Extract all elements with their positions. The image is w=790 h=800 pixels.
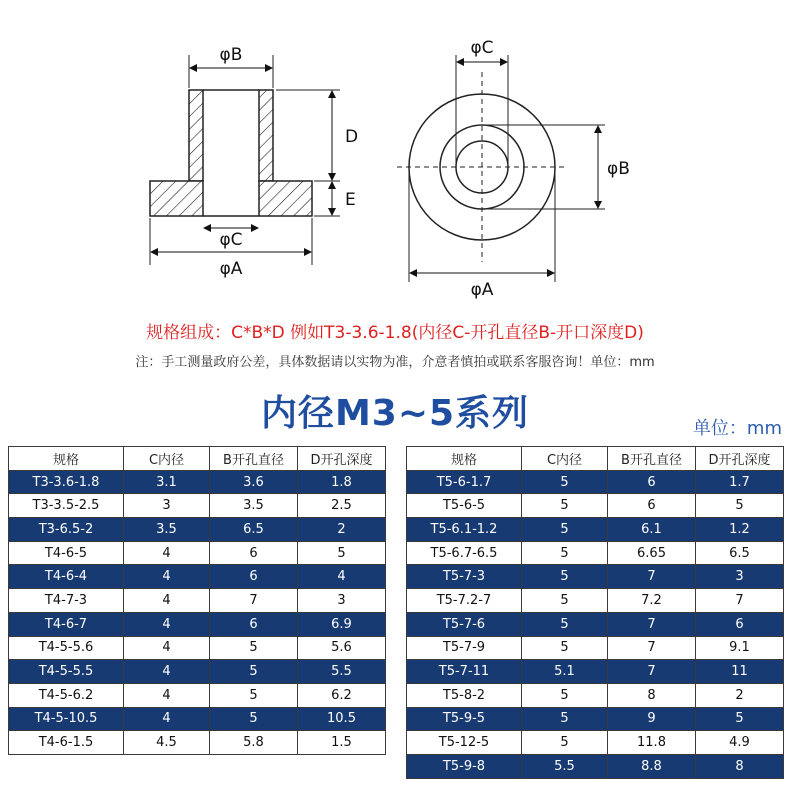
cell-spec: T5-6-5 xyxy=(407,494,522,518)
cell-inner-diameter: 5.5 xyxy=(522,754,608,778)
cell-inner-diameter: 5 xyxy=(522,707,608,731)
table-row xyxy=(407,636,784,660)
header-spec: 规格 xyxy=(9,447,124,471)
cell-hole-diameter: 7 xyxy=(608,565,696,589)
cell-inner-diameter: 5 xyxy=(522,589,608,613)
top-dim-label-c: φC xyxy=(470,38,494,58)
dim-label-b: φB xyxy=(219,45,243,65)
cell-spec: T5-12-5 xyxy=(407,731,522,755)
top-dim-label-b: φB xyxy=(607,159,630,179)
cell-spec: T3-3.6-1.8 xyxy=(9,470,124,494)
cell-spec: T5-8-2 xyxy=(407,683,522,707)
cell-hole-diameter: 5 xyxy=(210,636,298,660)
cell-hole-depth: 6 xyxy=(696,612,784,636)
cell-spec: T4-7-3 xyxy=(9,589,124,613)
cell-hole-depth: 6.5 xyxy=(696,541,784,565)
cell-inner-diameter: 4 xyxy=(124,660,210,684)
cell-hole-diameter: 3.6 xyxy=(210,470,298,494)
cell-inner-diameter: 5 xyxy=(522,683,608,707)
cell-hole-depth: 5.5 xyxy=(298,660,386,684)
table-row xyxy=(407,470,784,494)
table-row xyxy=(407,589,784,613)
cell-inner-diameter: 5 xyxy=(522,541,608,565)
cell-spec: T4-6-7 xyxy=(9,612,124,636)
spec-table-right xyxy=(406,446,784,779)
cell-inner-diameter: 3 xyxy=(124,494,210,518)
cell-inner-diameter: 5 xyxy=(522,518,608,542)
cell-inner-diameter: 5 xyxy=(522,612,608,636)
cell-spec: T5-7-11 xyxy=(407,660,522,684)
header-inner-diameter: C内径 xyxy=(522,447,608,471)
table-row xyxy=(9,731,386,755)
table-row xyxy=(407,683,784,707)
table-row xyxy=(9,589,386,613)
cell-hole-depth: 1.8 xyxy=(298,470,386,494)
cell-hole-depth: 10.5 xyxy=(298,707,386,731)
table-row xyxy=(9,518,386,542)
table-row xyxy=(407,612,784,636)
cell-inner-diameter: 4.5 xyxy=(124,731,210,755)
cell-inner-diameter: 4 xyxy=(124,707,210,731)
cell-inner-diameter: 4 xyxy=(124,612,210,636)
cell-hole-depth: 2.5 xyxy=(298,494,386,518)
header-spec: 规格 xyxy=(407,447,522,471)
cell-spec: T5-9-5 xyxy=(407,707,522,731)
table-row xyxy=(407,541,784,565)
cell-hole-diameter: 5.8 xyxy=(210,731,298,755)
cell-hole-diameter: 6 xyxy=(210,612,298,636)
table-row xyxy=(9,541,386,565)
cell-hole-depth: 1.7 xyxy=(696,470,784,494)
cell-hole-depth: 3 xyxy=(298,589,386,613)
header-hole-depth: D开孔深度 xyxy=(298,447,386,471)
cell-spec: T4-5-10.5 xyxy=(9,707,124,731)
cell-inner-diameter: 5 xyxy=(522,731,608,755)
cell-hole-diameter: 6 xyxy=(210,541,298,565)
cell-hole-depth: 5 xyxy=(696,494,784,518)
cell-hole-diameter: 5 xyxy=(210,683,298,707)
cell-inner-diameter: 3.5 xyxy=(124,518,210,542)
cell-inner-diameter: 5 xyxy=(522,494,608,518)
tolerance-note: 注：手工测量政府公差，具体数据请以实物为准，介意者慎拍或联系客服咨询！单位：mm xyxy=(135,355,655,370)
cell-inner-diameter: 4 xyxy=(124,589,210,613)
cell-inner-diameter: 5 xyxy=(522,636,608,660)
cell-spec: T5-7-6 xyxy=(407,612,522,636)
cell-hole-diameter: 7 xyxy=(608,660,696,684)
cell-hole-diameter: 9 xyxy=(608,707,696,731)
cell-hole-diameter: 7 xyxy=(608,612,696,636)
dim-label-e: E xyxy=(345,190,356,210)
table-row xyxy=(407,494,784,518)
cell-hole-diameter: 6.1 xyxy=(608,518,696,542)
cell-spec: T4-5-5.6 xyxy=(9,636,124,660)
cell-hole-depth: 1.2 xyxy=(696,518,784,542)
table-row xyxy=(9,636,386,660)
cell-spec: T4-6-1.5 xyxy=(9,731,124,755)
cell-spec: T5-6-1.7 xyxy=(407,470,522,494)
cell-hole-diameter: 8 xyxy=(608,683,696,707)
cell-hole-diameter: 6.65 xyxy=(608,541,696,565)
table-row xyxy=(9,470,386,494)
cell-hole-diameter: 7 xyxy=(210,589,298,613)
cell-hole-diameter: 7 xyxy=(608,636,696,660)
cell-hole-depth: 3 xyxy=(696,565,784,589)
cell-hole-depth: 2 xyxy=(696,683,784,707)
table-row xyxy=(9,565,386,589)
top-dim-label-a: φA xyxy=(470,280,494,300)
cell-spec: T5-6.7-6.5 xyxy=(407,541,522,565)
cell-inner-diameter: 5 xyxy=(522,565,608,589)
table-header-row xyxy=(407,447,784,471)
table-row xyxy=(407,707,784,731)
cell-hole-diameter: 7.2 xyxy=(608,589,696,613)
cross-section-view xyxy=(150,45,358,279)
spec-format-line: 规格组成：C*B*D 例如T3-3.6-1.8(内径C-开孔直径B-开口深度D) xyxy=(146,323,644,343)
dim-label-d: D xyxy=(345,127,359,147)
table-row xyxy=(407,518,784,542)
cell-spec: T5-7.2-7 xyxy=(407,589,522,613)
cell-inner-diameter: 5.1 xyxy=(522,660,608,684)
cell-hole-depth: 5 xyxy=(298,541,386,565)
header-hole-depth: D开孔深度 xyxy=(696,447,784,471)
table-row xyxy=(407,754,784,778)
unit-label: 单位：mm xyxy=(692,418,782,439)
cell-inner-diameter: 4 xyxy=(124,683,210,707)
cell-inner-diameter: 4 xyxy=(124,636,210,660)
cell-hole-diameter: 6 xyxy=(210,565,298,589)
spec-table-left xyxy=(8,446,386,755)
cell-spec: T5-6.1-1.2 xyxy=(407,518,522,542)
table-row xyxy=(407,565,784,589)
cell-hole-depth: 8 xyxy=(696,754,784,778)
table-header-row xyxy=(9,447,386,471)
cell-hole-depth: 4 xyxy=(298,565,386,589)
cell-spec: T4-6-5 xyxy=(9,541,124,565)
top-view xyxy=(397,38,630,300)
cell-spec: T5-9-8 xyxy=(407,754,522,778)
table-row xyxy=(9,660,386,684)
cell-hole-depth: 11 xyxy=(696,660,784,684)
dim-label-a: φA xyxy=(219,259,243,279)
series-title: 内径M3~5系列 xyxy=(260,393,530,434)
technical-drawing xyxy=(0,0,790,310)
cell-hole-depth: 7 xyxy=(696,589,784,613)
cell-inner-diameter: 4 xyxy=(124,565,210,589)
cell-inner-diameter: 4 xyxy=(124,541,210,565)
cell-inner-diameter: 5 xyxy=(522,470,608,494)
cell-hole-depth: 5 xyxy=(696,707,784,731)
table-row xyxy=(407,660,784,684)
cell-hole-diameter: 6 xyxy=(608,494,696,518)
header-hole-diameter: B开孔直径 xyxy=(210,447,298,471)
cell-inner-diameter: 3.1 xyxy=(124,470,210,494)
dim-label-c: φC xyxy=(219,230,243,250)
cell-hole-depth: 5.6 xyxy=(298,636,386,660)
cell-hole-depth: 6.2 xyxy=(298,683,386,707)
cell-hole-diameter: 3.5 xyxy=(210,494,298,518)
cell-hole-depth: 2 xyxy=(298,518,386,542)
cell-hole-diameter: 6.5 xyxy=(210,518,298,542)
cell-spec: T5-7-9 xyxy=(407,636,522,660)
table-row xyxy=(9,494,386,518)
cell-spec: T4-6-4 xyxy=(9,565,124,589)
cell-hole-diameter: 6 xyxy=(608,470,696,494)
cell-spec: T5-7-3 xyxy=(407,565,522,589)
header-inner-diameter: C内径 xyxy=(124,447,210,471)
header-hole-diameter: B开孔直径 xyxy=(608,447,696,471)
cell-hole-diameter: 5 xyxy=(210,707,298,731)
cell-hole-depth: 6.9 xyxy=(298,612,386,636)
table-row xyxy=(9,612,386,636)
cell-spec: T3-3.5-2.5 xyxy=(9,494,124,518)
cell-hole-depth: 4.9 xyxy=(696,731,784,755)
cell-spec: T4-5-6.2 xyxy=(9,683,124,707)
cell-hole-diameter: 11.8 xyxy=(608,731,696,755)
cell-hole-diameter: 8.8 xyxy=(608,754,696,778)
cell-spec: T4-5-5.5 xyxy=(9,660,124,684)
cell-hole-depth: 9.1 xyxy=(696,636,784,660)
table-row xyxy=(407,731,784,755)
table-row xyxy=(9,707,386,731)
cell-spec: T3-6.5-2 xyxy=(9,518,124,542)
cell-hole-depth: 1.5 xyxy=(298,731,386,755)
table-row xyxy=(9,683,386,707)
cell-hole-diameter: 5 xyxy=(210,660,298,684)
